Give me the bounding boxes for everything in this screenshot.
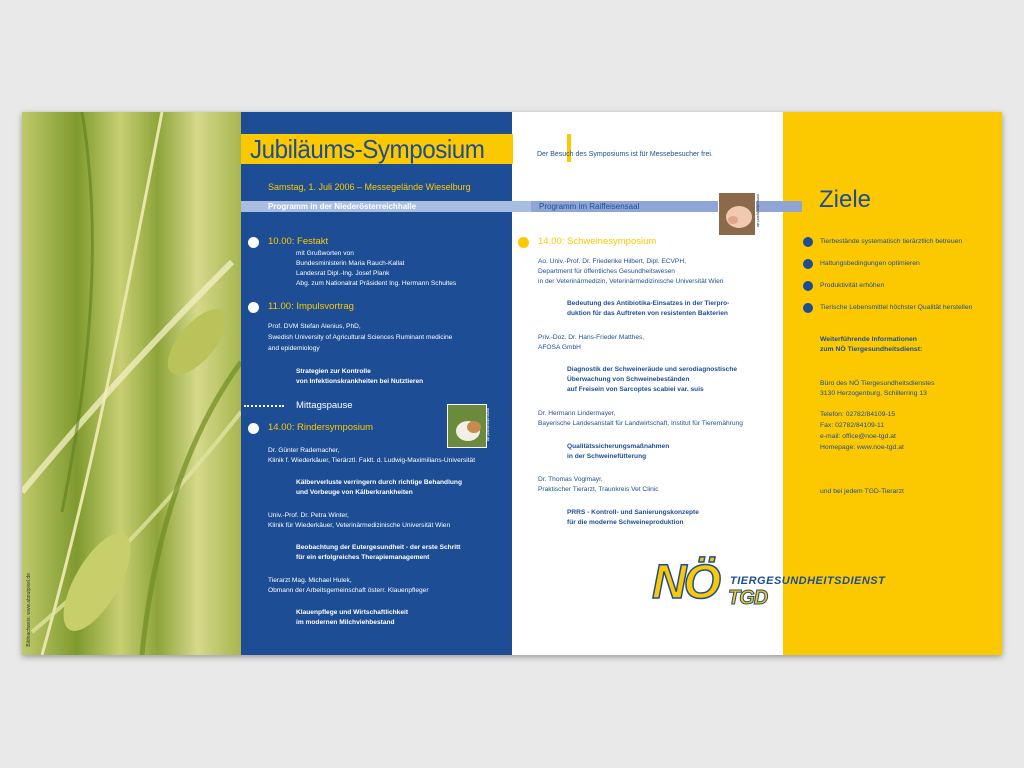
schweine-speaker: Priv.-Doz. Dr. Hans-Frieder Matthes, (538, 334, 645, 341)
contact-line: Telefon: 02782/84109-15 (820, 411, 896, 418)
cow-photo-credit: www.aboutpixel.de (486, 408, 491, 442)
contact-line[interactable]: e-mail: office@noe-tgd.at (820, 433, 896, 440)
pig-photo (718, 192, 756, 236)
address-line: 3130 Herzogenburg, Schillerring 13 (820, 390, 927, 397)
schweine-speaker: in der Veterinärmedizin, Veterinärmedizinische Universität Wien (538, 278, 724, 285)
festakt-line: mit Grußworten von (296, 250, 354, 257)
schweine-talk: Qualitätssicherungsmaßnahmen (567, 443, 670, 450)
contact-line[interactable]: Homepage: www.noe-tgd.at (820, 444, 904, 451)
schweine-talk: duktion für das Auftreten von resistenten Bakterien (567, 310, 728, 317)
impuls-speaker: Prof. DVM Stefan Alenius, PhD, (268, 323, 361, 330)
pause-dotted-line (244, 405, 284, 407)
info-heading: zum NÖ Tiergesundheitsdienst: (820, 346, 923, 353)
schweine-speaker: Praktischer Tierarzt, Traunkreis Vet Clinic (538, 486, 659, 493)
rinder-talk: Kälberverluste verringern durch richtige Behandlung (296, 479, 462, 486)
schweine-talk: in der Schweinefütterung (567, 453, 647, 460)
rinder-speaker: Klinik für Wiederkäuer, Veterinärmedizinische Universität Wien (268, 522, 451, 529)
festakt-line: Abg. zum Nationalrat Präsident Ing. Hermann Schultes (296, 280, 457, 287)
bullet-dot (248, 423, 259, 434)
bullet-dot (518, 237, 529, 248)
cow-illustration (448, 405, 486, 447)
logo-tgd: TGD (728, 587, 768, 609)
festakt-heading: 10.00: Festakt (268, 236, 329, 247)
mittagspause-label: Mittagspause (296, 400, 353, 411)
schweine-talk: auf Freisein von Sarcoptes scabiei var. suis (567, 386, 704, 393)
schweine-heading: 14.00: Schweinesymposium (538, 236, 657, 247)
noe-logo-mark: NÖ (652, 556, 718, 609)
tgd-tierarzt-note: und bei jedem TGD-Tierarzt (820, 488, 904, 495)
logo-organisation-name: TIERGESUNDHEITSDIENST (730, 575, 886, 587)
bullet-dot (803, 259, 813, 269)
rinder-speaker: Dr. Günter Rademacher, (268, 447, 340, 454)
bullet-dot (803, 237, 813, 247)
bullet-dot (803, 303, 813, 313)
impuls-talk: Strategien zur Kontrolle (296, 368, 371, 375)
goal-item: Tierbestände systematisch tierärztlich betreuen (820, 238, 963, 245)
impuls-speaker: and epidemiology (268, 345, 320, 352)
rinder-talk: Beobachtung der Eutergesundheit - der erste Schritt (296, 544, 461, 551)
schweine-speaker: Dr. Hermann Lindermayer, (538, 410, 616, 417)
schweine-talk: Bedeutung des Antibiotika-Einsatzes in der Tierpro- (567, 300, 730, 307)
schweine-talk: Diagnostik der Schweineräude und serodiagnostische (567, 366, 738, 373)
impuls-talk: von Infektionskrankheiten bei Nutztieren (296, 378, 424, 385)
page-title: Jubiläums-Symposium (250, 134, 485, 164)
pig-photo-credit: www.aboutpixel.de (756, 194, 761, 228)
rinder-speaker: Klinik f. Wiederkäuer, Tierärztl. Faklt. d. Ludwig-Maximilians-Universität (268, 457, 476, 464)
schweine-talk: Überwachung von Schweinebeständen (567, 376, 690, 383)
wheat-illustration (22, 112, 241, 655)
goal-item: Haltungsbedingungen optimieren (820, 260, 920, 267)
schweine-speaker: Department für öffentliches Gesundheitswesen (538, 268, 675, 275)
rinder-speaker: Tierarzt Mag. Michael Hulek, (268, 577, 352, 584)
wheat-photo (22, 112, 241, 655)
info-heading: Weiterführende Informationen (820, 336, 917, 343)
schweine-speaker: Ao. Univ.-Prof. Dr. Friederike Hilbert, Dipl. ECVPH, (538, 258, 686, 265)
bullet-dot (803, 281, 813, 291)
rinder-heading: 14.00: Rindersymposium (268, 422, 374, 433)
festakt-line: Bundesministerin Maria Rauch-Kallat (296, 260, 405, 267)
bullet-dot (248, 302, 259, 313)
pig-illustration (719, 193, 755, 235)
cow-photo (447, 404, 487, 448)
impuls-speaker: Swedish University of Agricultural Sciences Ruminant medicine (268, 334, 453, 341)
rinder-talk: und Vorbeuge von Kälberkrankheiten (296, 489, 413, 496)
rinder-talk: im modernen Milchviehbestand (296, 619, 395, 626)
rinder-talk: Klauenpflege und Wirtschaftlichkeit (296, 609, 409, 616)
rinder-speaker: Obmann der Arbeitsgemeinschaft österr. Klauenpfleger (268, 587, 429, 594)
contact-line: Fax: 02782/84109-11 (820, 422, 885, 429)
right-program-header: Programm im Raiffeisensaal (539, 202, 640, 211)
schweine-talk: PRRS - Kontroll- und Sanierungskonzepte (567, 509, 699, 516)
schweine-speaker: Bayerische Landesanstalt für Landwirtschaft, Institut für Tierernährung (538, 420, 743, 427)
ziele-heading: Ziele (819, 186, 872, 213)
goal-item: Produktivität erhöhen (820, 282, 885, 289)
impuls-heading: 11.00: Impulsvortrag (268, 301, 354, 312)
goal-item: Tierische Lebensmittel höchster Qualität herstellen (820, 304, 973, 311)
festakt-line: Landesrat Dipl.-Ing. Josef Plank (296, 270, 390, 277)
bullet-dot (248, 237, 259, 248)
rinder-speaker: Univ.-Prof. Dr. Petra Winter, (268, 512, 349, 519)
photo-credit: Bildnachweis: www.aboutpixel.de (26, 573, 32, 647)
rinder-talk: für ein erfolgreiches Therapiemanagement (296, 554, 430, 561)
schweine-speaker: Dr. Thomas Voglmayr, (538, 476, 603, 483)
schweine-talk: für die moderne Schweineproduktion (567, 519, 684, 526)
schweine-speaker: AFOSA GmbH (538, 344, 581, 351)
address-line: Büro des NÖ Tiergesundheitsdienstes (820, 380, 935, 387)
event-date: Samstag, 1. Juli 2006 – Messegelände Wieselburg (268, 182, 471, 192)
left-program-header: Programm in der Niederösterreichhalle (268, 202, 417, 211)
visitor-note: Der Besuch des Symposiums ist für Messebesucher frei. (537, 151, 713, 158)
